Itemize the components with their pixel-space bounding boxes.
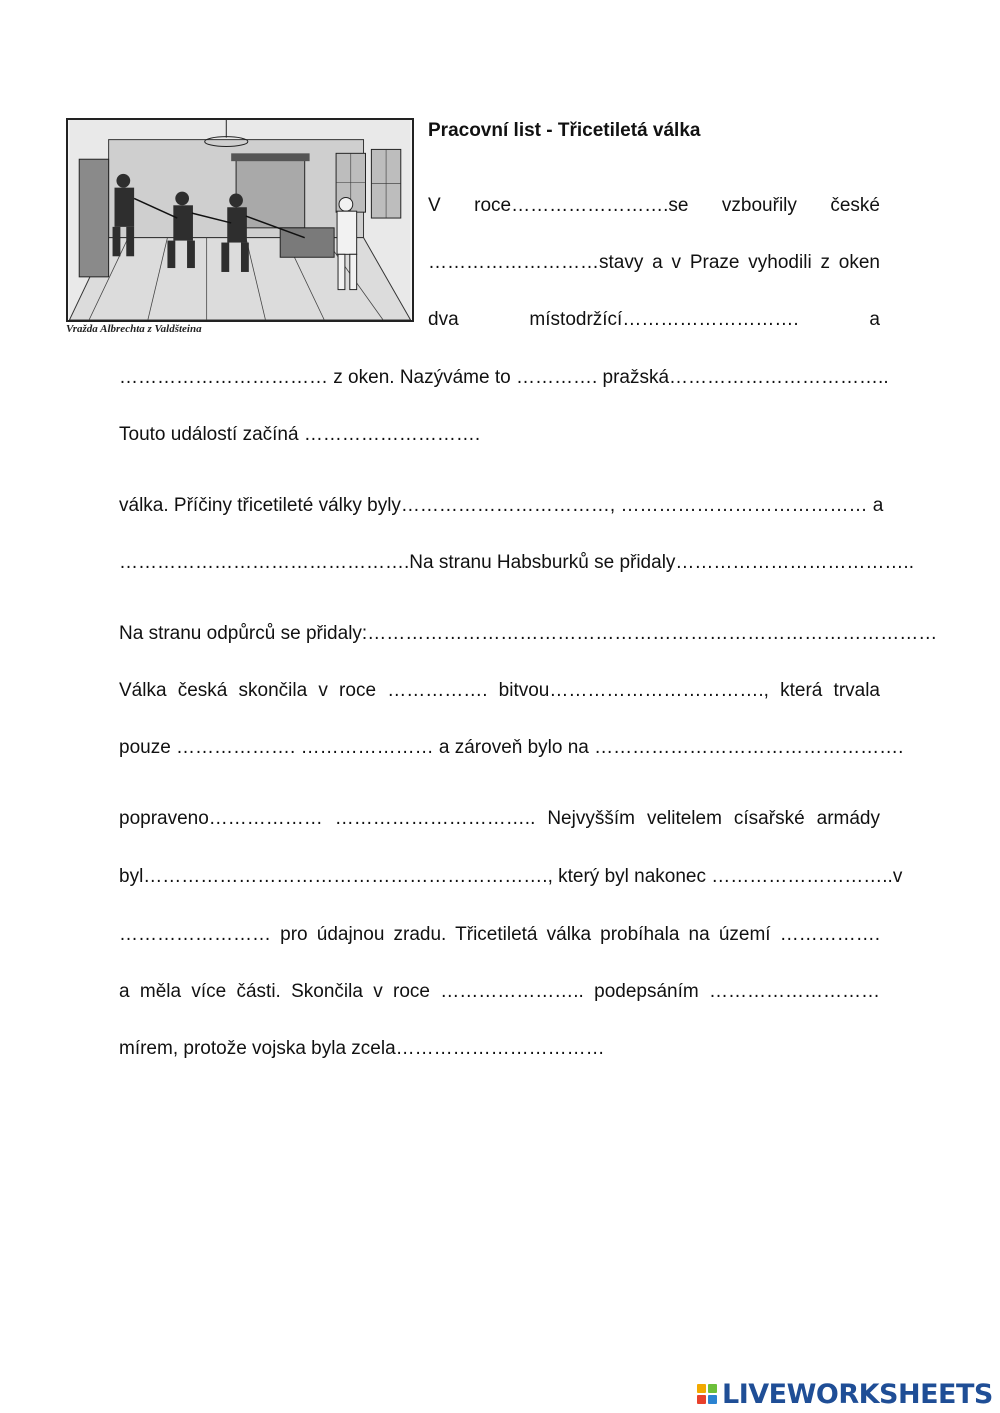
worksheet-line[interactable]: Válka česká skončila v roce ……………. bitvou……………………………., která trvala bbox=[119, 680, 880, 701]
worksheet-line[interactable]: mírem, protože vojska byla zcela…………………………… bbox=[119, 1038, 605, 1059]
worksheet-line[interactable]: dva místodržící………………………. a bbox=[428, 309, 880, 330]
worksheet-line[interactable]: ………………………stavy a v Praze vyhodili z oken bbox=[428, 252, 880, 273]
worksheet-line[interactable]: …………………………… z oken. Nazýváme to …………. pražská…………………………….. bbox=[119, 367, 889, 388]
engraving-illustration-icon bbox=[68, 120, 412, 320]
worksheet-line[interactable]: …………………… pro údajnou zradu. Třicetiletá válka probíhala na území ……………. bbox=[119, 924, 880, 945]
worksheet-line[interactable]: Touto událostí začíná ………………………. bbox=[119, 424, 481, 445]
worksheet-line[interactable]: byl………………………………………………………., který byl nakonec ………………………..v bbox=[119, 866, 903, 887]
worksheet-line[interactable]: V roce…………………….se vzbouřily české bbox=[428, 195, 880, 216]
page-title: Pracovní list - Třicetiletá válka bbox=[428, 120, 701, 141]
worksheet-line[interactable]: Na stranu odpůrců se přidaly:……………………………………………………………………………… bbox=[119, 623, 938, 644]
worksheet-line[interactable]: ……………………………………….Na stranu Habsburků se přidaly……………………………….. bbox=[119, 552, 914, 573]
logo-square bbox=[708, 1395, 717, 1404]
liveworksheets-logo[interactable] bbox=[697, 1378, 993, 1410]
image-caption: Vražda Albrechta z Valdšteina bbox=[66, 323, 202, 335]
engraving-image bbox=[66, 118, 414, 322]
logo-square bbox=[697, 1395, 706, 1404]
logo-text: LIVEWORKSHEETS bbox=[722, 1378, 993, 1410]
worksheet-line[interactable]: válka. Příčiny třicetileté války byly……………………………, ………………………………… a bbox=[119, 495, 884, 516]
logo-square bbox=[697, 1384, 706, 1393]
worksheet-line[interactable]: a měla více části. Skončila v roce ………………….. podepsáním ……………………… bbox=[119, 981, 880, 1002]
worksheet-line[interactable]: pouze ………………. ………………… a zároveň bylo na …………………………………………. bbox=[119, 737, 904, 758]
logo-square bbox=[708, 1384, 717, 1393]
worksheet-line[interactable]: popraveno……………… ………………………….. Nejvyšším velitelem císařské armády bbox=[119, 808, 880, 829]
logo-squares-icon bbox=[697, 1384, 717, 1404]
